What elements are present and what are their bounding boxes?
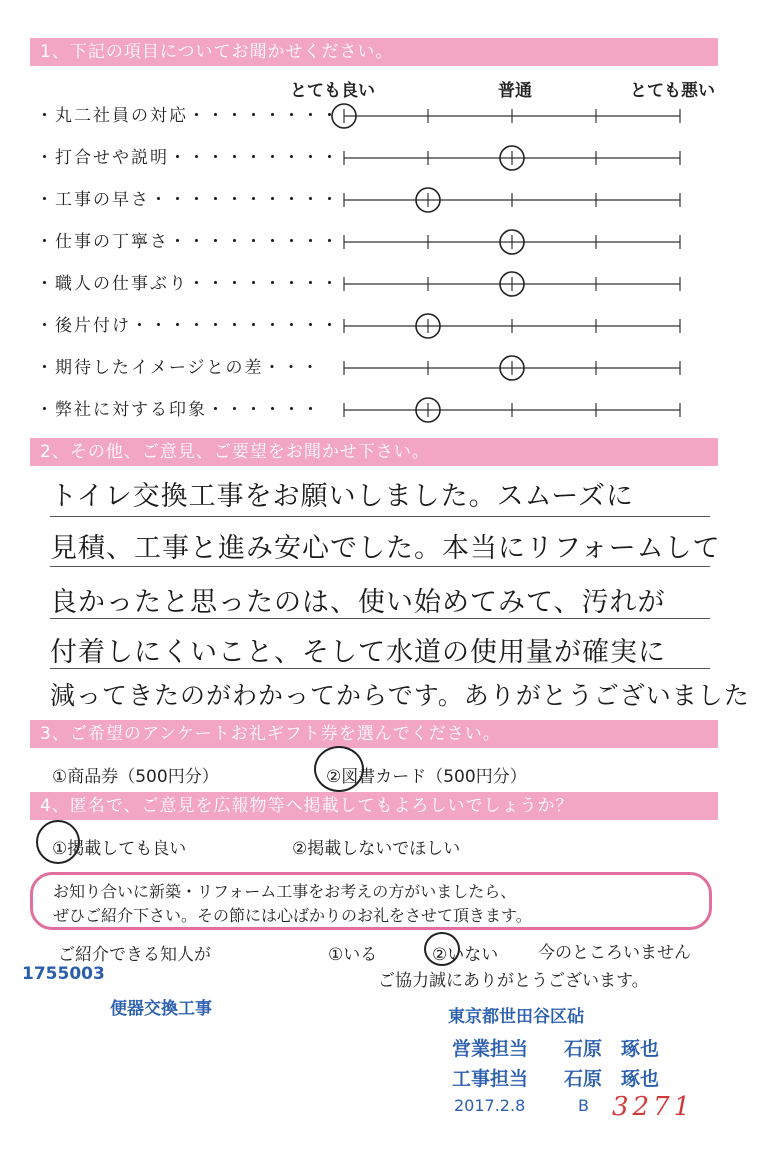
- rating-question-label: ・職人の仕事ぶり・・・・・・・・: [36, 274, 340, 294]
- rating-question-label: ・期待したイメージとの差・・・: [36, 358, 321, 378]
- section4-header: 4、匿名で、ご意見を広報物等へ掲載してもよろしいでしょうか？: [30, 792, 718, 820]
- selected-circle-mark: [36, 820, 80, 864]
- rating-question-label: ・仕事の丁寧さ・・・・・・・・・: [36, 232, 340, 252]
- rating-scale: [36, 354, 726, 382]
- rating-scale: [36, 186, 726, 214]
- date: 2017.2.8: [454, 1096, 526, 1115]
- ruled-line: [50, 668, 710, 669]
- scale-worst-label: とても悪い: [630, 81, 715, 101]
- referral-option-yes[interactable]: ①いる: [328, 945, 378, 965]
- rating-scale: [36, 270, 726, 298]
- work-type: 便器交換工事: [110, 999, 212, 1019]
- section1-header: 1、下記の項目についてお聞かせください。: [30, 38, 718, 66]
- comment-line-4: 付着しにくいこと、そして水道の使用量が確実に: [50, 637, 666, 668]
- rating-scale: [36, 396, 726, 424]
- rating-scale: [36, 228, 726, 256]
- notice-line-2: ぜひご紹介下さい。その節には心ばかりのお礼をさせて頂きます。: [53, 906, 532, 925]
- referral-notice-box: [30, 872, 712, 930]
- sales-name: 石原 琢也: [564, 1038, 660, 1060]
- comment-line-1: トイレ交換工事をお願いしました。スムーズに: [50, 481, 634, 512]
- location: 東京都世田谷区砧: [448, 1007, 584, 1027]
- referral-option-no[interactable]: ②いない: [432, 945, 499, 965]
- rating-row: [36, 102, 726, 130]
- selected-circle-mark: [314, 746, 364, 792]
- selected-circle-mark: [424, 932, 460, 966]
- ruled-line: [50, 516, 710, 517]
- rating-question-label: ・後片付け・・・・・・・・・・・: [36, 316, 340, 336]
- rating-row: [36, 396, 726, 424]
- comment-line-3: 良かったと思ったのは、使い始めてみて、汚れが: [50, 587, 666, 618]
- rating-scale: [36, 102, 726, 130]
- notice-line-1: お知り合いに新築・リフォーム工事をお考えの方がいましたら、: [53, 882, 517, 901]
- thanks-message: ご協力誠にありがとうございます。: [378, 971, 649, 991]
- rating-question-label: ・打合せや説明・・・・・・・・・: [36, 148, 340, 168]
- comment-line-2: 見積、工事と進み安心でした。本当にリフォームして: [50, 533, 721, 564]
- rating-row: [36, 354, 726, 382]
- rating-row: [36, 144, 726, 172]
- rating-question-label: ・丸二社員の対応・・・・・・・・: [36, 106, 340, 126]
- rating-question-label: ・工事の早さ・・・・・・・・・・: [36, 190, 340, 210]
- grade: B: [578, 1096, 589, 1115]
- referral-label: ご紹介できる知人が: [58, 945, 211, 965]
- gift-option-book-card[interactable]: ②図書カード（500円分）: [326, 767, 527, 787]
- section2-header: 2、その他、ご意見、ご要望をお聞かせ下さい。: [30, 438, 718, 466]
- ruled-line: [50, 618, 710, 619]
- rating-scale: [36, 312, 726, 340]
- sales-role: 営業担当: [452, 1038, 529, 1060]
- comment-line-5: 減ってきたのがわかってからです。ありがとうございました: [50, 681, 750, 710]
- rating-scale: [36, 144, 726, 172]
- reference-number: 3271: [612, 1092, 695, 1122]
- scale-best-label: とても良い: [290, 81, 375, 101]
- postal-code: 1755003: [22, 964, 105, 984]
- rating-row: [36, 228, 726, 256]
- ruled-line: [50, 566, 710, 567]
- construction-role: 工事担当: [452, 1068, 529, 1090]
- publish-option-deny[interactable]: ②掲載しないでほしい: [292, 839, 461, 859]
- rating-question-label: ・弊社に対する印象・・・・・・: [36, 400, 321, 420]
- rating-row: [36, 270, 726, 298]
- scale-normal-label: 普通: [498, 81, 532, 101]
- rating-row: [36, 186, 726, 214]
- construction-name: 石原 琢也: [564, 1068, 660, 1090]
- rating-row: [36, 312, 726, 340]
- section3-header: 3、ご希望のアンケートお礼ギフト券を選んでください。: [30, 720, 718, 748]
- referral-handwritten-note: 今のところいません: [538, 943, 691, 963]
- publish-option-allow[interactable]: ①掲載しても良い: [52, 839, 187, 859]
- gift-option-product-voucher[interactable]: ①商品券（500円分）: [52, 767, 219, 787]
